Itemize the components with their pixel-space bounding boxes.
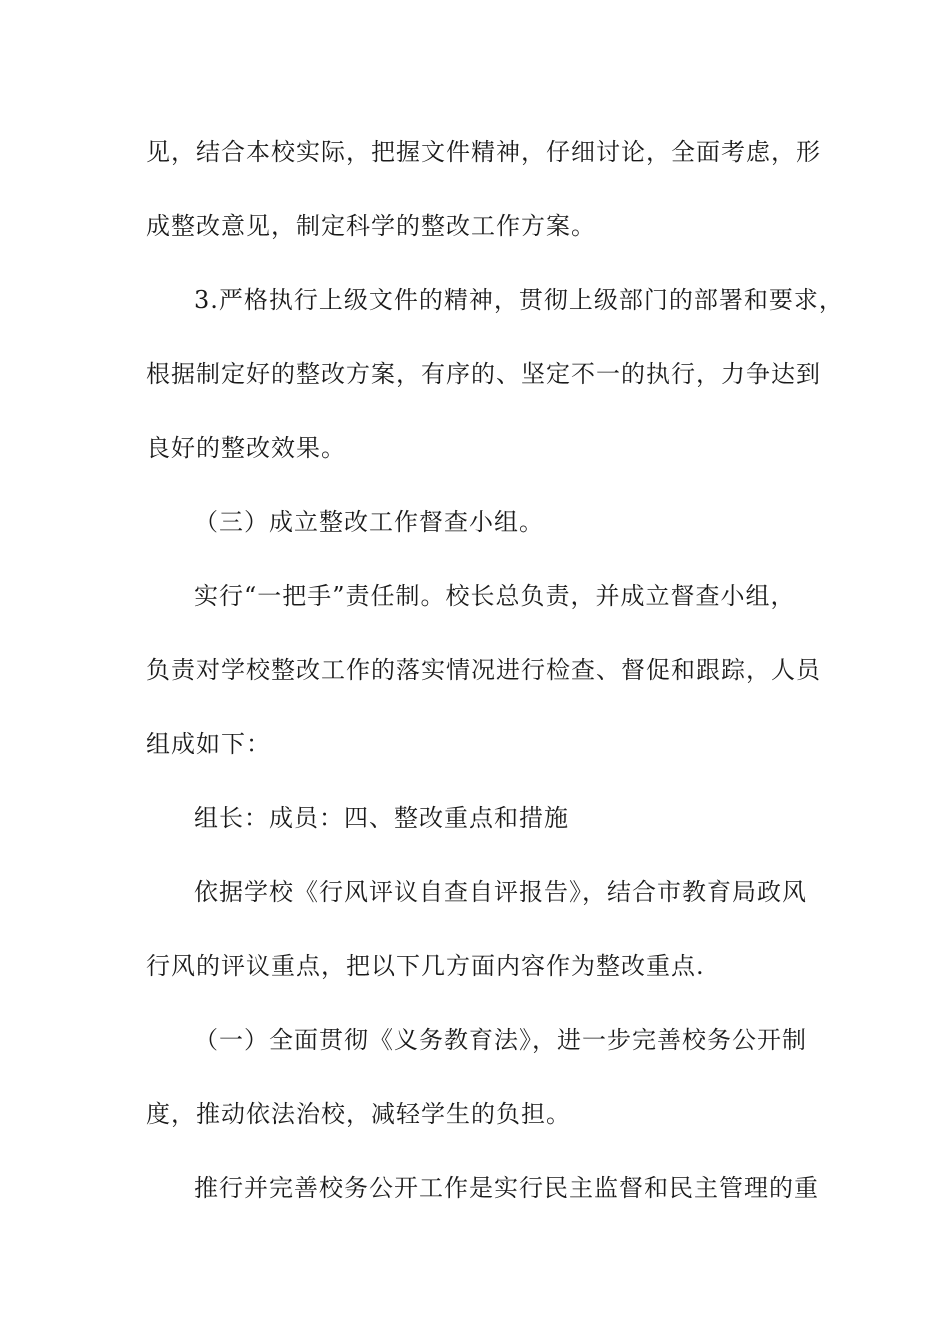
text-line-4: 根据制定好的整改方案，有序的、坚定不一的执行，力争达到 [146, 360, 821, 388]
text-line-3: 3.严格执行上级文件的精神，贯彻上级部门的部署和要求， [194, 286, 844, 314]
text-line-12: 行风的评议重点，把以下几方面内容作为整改重点. [146, 952, 705, 980]
text-line-1: 见，结合本校实际，把握文件精神，仔细讨论，全面考虑，形 [146, 138, 821, 166]
section-heading-1: （一）全面贯彻《义务教育法》，进一步完善校务公开制 [194, 1026, 807, 1054]
text-line-15: 推行并完善校务公开工作是实行民主监督和民主管理的重 [194, 1174, 819, 1202]
text-line-14: 度，推动依法治校，减轻学生的负担。 [146, 1100, 571, 1128]
text-line-2: 成整改意见，制定科学的整改工作方案。 [146, 212, 596, 240]
text-line-9: 组成如下： [146, 730, 271, 758]
text-line-8: 负责对学校整改工作的落实情况进行检查、督促和跟踪，人员 [146, 656, 821, 684]
text-line-11: 依据学校《行风评议自查自评报告》，结合市教育局政风 [194, 878, 807, 906]
section-heading-3: （三）成立整改工作督查小组。 [194, 508, 544, 536]
text-line-5: 良好的整改效果。 [146, 434, 346, 462]
text-line-7: 实行“一把手”责任制。校长总负责，并成立督查小组， [194, 582, 796, 610]
text-line-10: 组长：成员：四、整改重点和措施 [194, 804, 569, 832]
